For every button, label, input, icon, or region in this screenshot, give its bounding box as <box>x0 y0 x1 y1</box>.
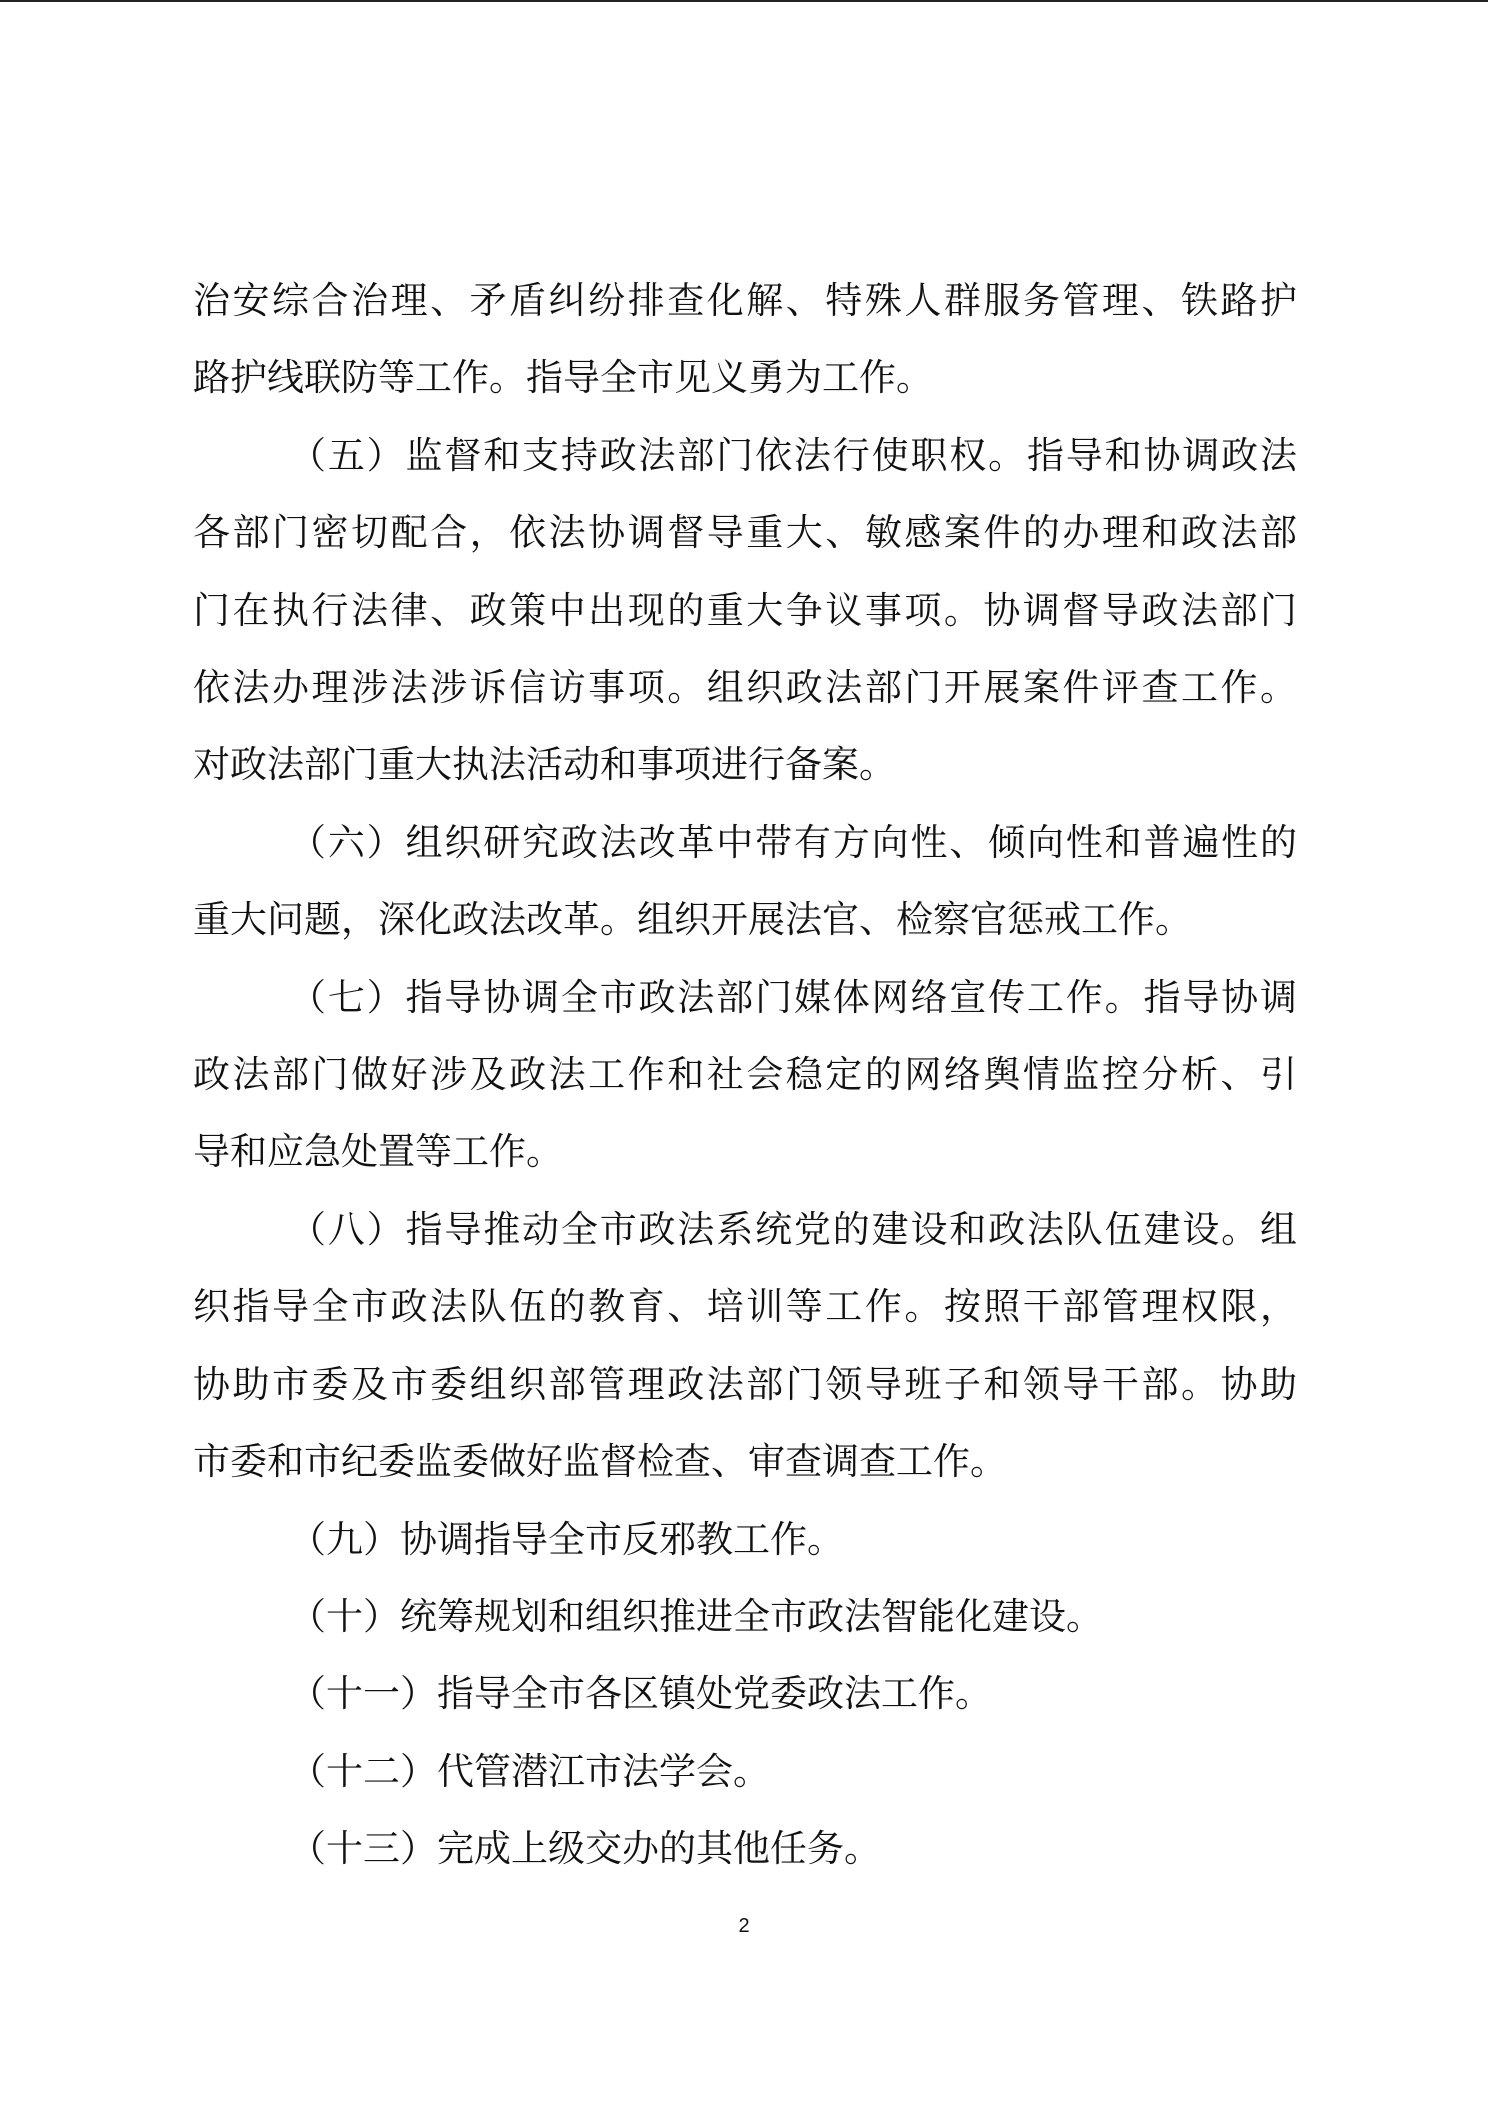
text-line: （五）监督和支持政法部门依法行使职权。指导和协调政法 <box>289 433 1297 477</box>
text-line: （十一）指导全市各区镇处党委政法工作。 <box>289 1672 992 1716</box>
text-line: 对政法部门重大执法活动和事项进行备案。 <box>193 743 896 787</box>
text-line: （十二）代管潜江市法学会。 <box>289 1749 770 1793</box>
text-line: 门在执行法律、政策中出现的重大争议事项。协调督导政法部门 <box>193 588 1297 632</box>
text-line: （七）指导协调全市政法部门媒体网络宣传工作。指导协调 <box>289 975 1297 1019</box>
text-line: 市委和市纪委监委做好监督检查、审查调查工作。 <box>193 1440 1007 1484</box>
text-line: 协助市委及市委组织部管理政法部门领导班子和领导干部。协助 <box>193 1362 1297 1406</box>
text-line: 依法办理涉法涉诉信访事项。组织政法部门开展案件评查工作。 <box>193 666 1297 710</box>
text-line: （十）统筹规划和组织推进全市政法智能化建设。 <box>289 1594 1103 1638</box>
text-line: （八）指导推动全市政法系统党的建设和政法队伍建设。组 <box>289 1207 1297 1251</box>
text-line: 织指导全市政法队伍的教育、培训等工作。按照干部管理权限， <box>193 1285 1297 1329</box>
text-line: （六）组织研究政法改革中带有方向性、倾向性和普遍性的 <box>289 820 1297 864</box>
text-line: 各部门密切配合，依法协调督导重大、敏感案件的办理和政法部 <box>193 511 1297 555</box>
text-line: （十三）完成上级交办的其他任务。 <box>289 1827 881 1871</box>
text-line: 政法部门做好涉及政法工作和社会稳定的网络舆情监控分析、引 <box>193 1053 1297 1097</box>
document-body <box>193 262 1297 1888</box>
top-border-line <box>0 0 1488 2</box>
text-line: 重大问题，深化政法改革。组织开展法官、检察官惩戒工作。 <box>193 898 1192 942</box>
text-line: 路护线联防等工作。指导全市见义勇为工作。 <box>193 356 933 400</box>
text-line: 导和应急处置等工作。 <box>193 1130 563 1174</box>
page-number: 2 <box>738 1915 750 1937</box>
text-line: （九）协调指导全市反邪教工作。 <box>289 1517 844 1561</box>
text-line: 治安综合治理、矛盾纠纷排查化解、特殊人群服务管理、铁路护 <box>193 279 1297 322</box>
